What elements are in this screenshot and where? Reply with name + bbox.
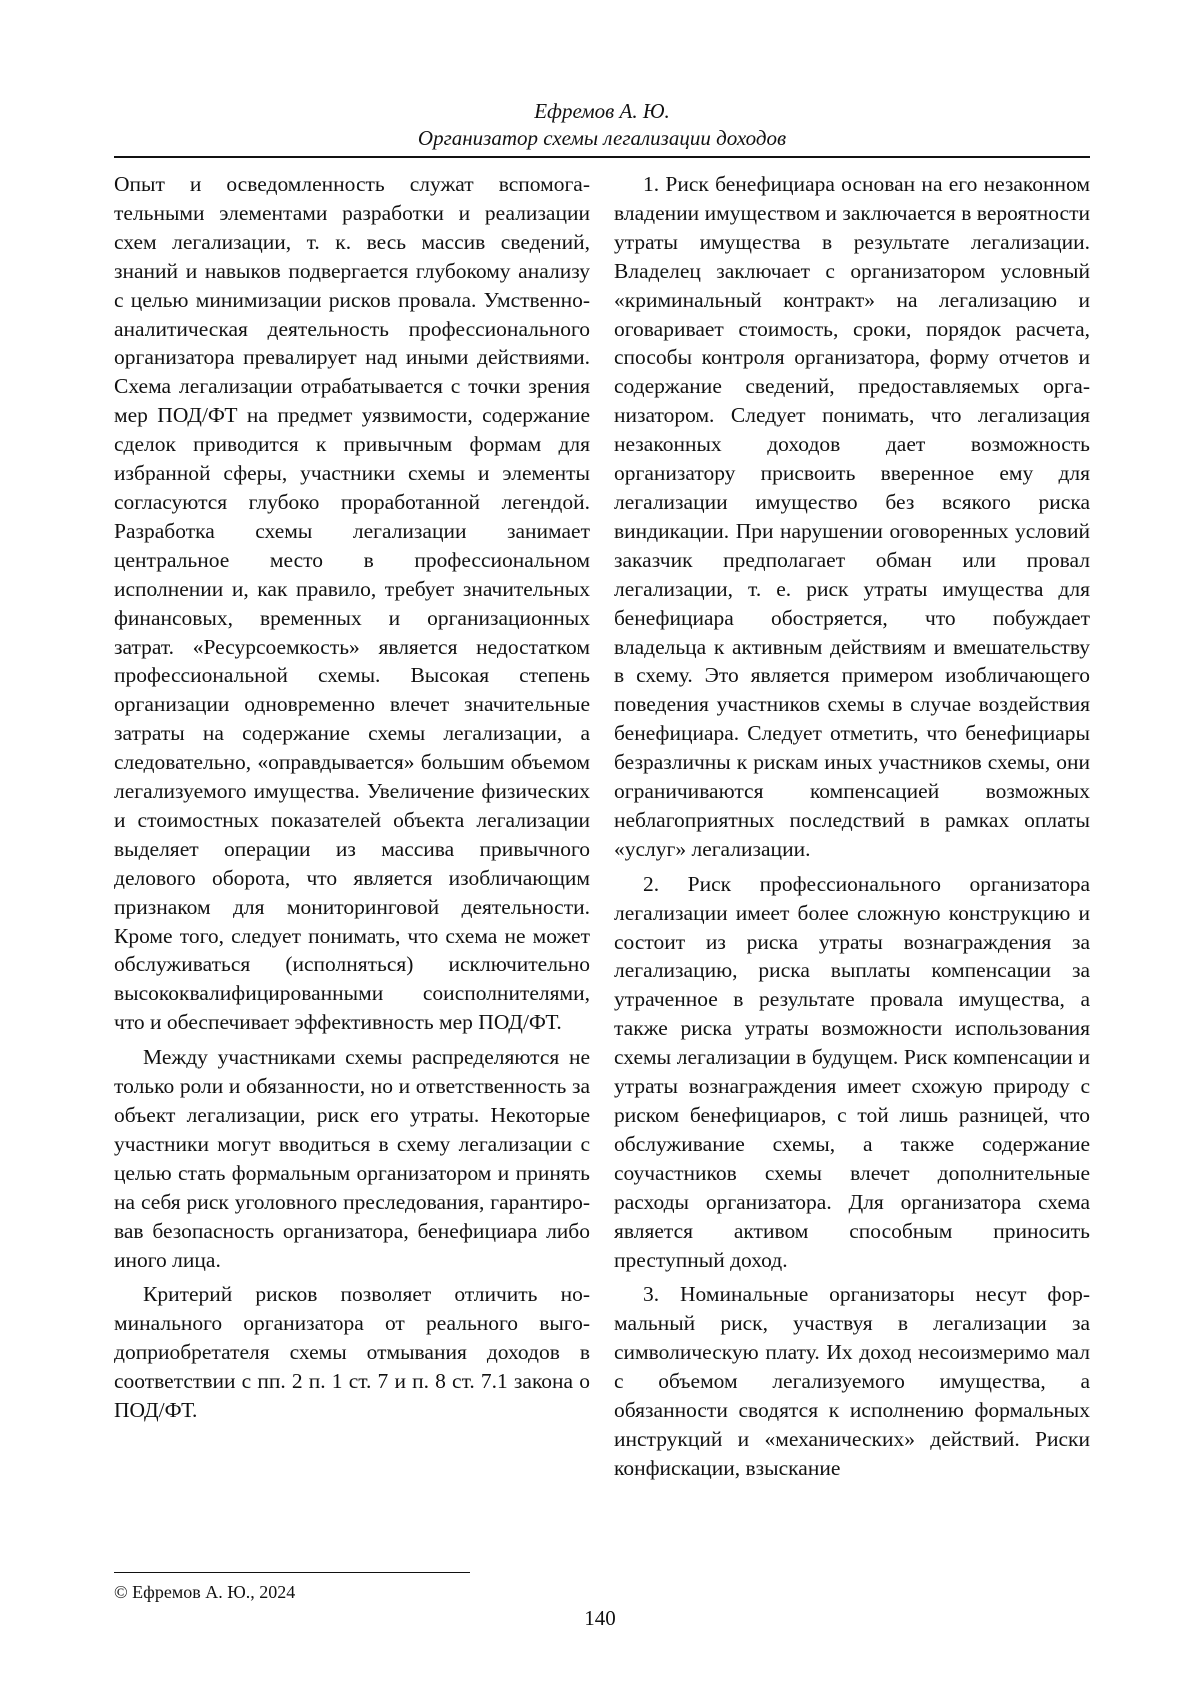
paragraph: Между участниками схемы распределяются не только роли и обязанности, но и ответственность за объект легализации, риск его утраты. Некоторые участники могут вводиться в схему легализации с целью стать формальным организатором и принять на себя риск уголовного преследования, гарантировав безопасность организатора, бенефициара либо иного лица. [114, 1045, 590, 1272]
left-column [114, 170, 590, 1431]
paragraph: 2. Риск профессионального организатора легализации имеет более сложную конструкцию и состоит из риска утраты вознаграждения за легализацию, риска выплаты компенсации за утраченное в результате провала имущества, а также риска утраты возможности использования схемы легализации в будущем. Риск компенсации и утраты вознаграждения имеет схожую природу с риском бенефициаров, с той лишь разницей, что обслуживание схемы, а также содержание соучастников схемы влечет дополнительные расходы организатора. Для организатора схема является активом способным приносить преступный доход. [614, 871, 1090, 1272]
header-rule [114, 156, 1090, 158]
footnote-rule [114, 1572, 470, 1573]
paragraph: Опыт и осведомленность служат вспомогательными элементами разработки и реализации схем легализации, т. к. весь массив сведений, знаний и навыков подвергается глубокому анализу с целью минимизации рисков провала. Умственно-аналитическая деятельность профессионального организатора превалирует над иными действиями. Схема легализации отрабатывается с точки зрения мер ПОД/ФТ на предмет уязвимости, содержание сделок приводится к привычным формам для избранной сферы, участники схемы и элементы согласуются глубоко проработанной легендой. Разработка схемы легализации занимает центральное место в профессиональном исполнении и, как правило, требует значительных финансовых, временных и организационных затрат. «Ресурсоемкость» является недостатком профессиональной схемы. Высокая степень организации одновременно влечет значительные затраты на содержание схемы легализации, а следовательно, «оправдывается» большим объемом легализуемого имущества. Увеличение физических и стоимостных показателей объекта легализации выделяет операции из массива привычного делового оборота, что является изобличающим признаком для мониторинговой деятельности. Кроме того, следует понимать, что схема не может обслуживаться (исполняться) исключительно высококвалифицированными соисполнителями, что и обеспечивает эффективность мер ПОД/ФТ. [114, 172, 590, 1035]
header-title: Организатор схемы легализации доходов [417, 126, 787, 150]
copyright-footnote: © Ефремов А. Ю., 2024 [114, 1582, 296, 1602]
running-header [114, 98, 1090, 152]
right-column [614, 170, 1090, 1489]
paragraph: 1. Риск бенефициара основан на его незаконном владении имуществом и заключается в вероятности утраты имущества в результате легализации. Владелец заключает с организатором условный «криминальный контракт» на легализацию и оговаривает стоимость, сроки, порядок расчета, способы контроля организатора, форму отчетов и содержание сведений, предоставляемых организатором. Следует понимать, что легализация незаконных доходов дает возможность организатору присвоить вверенное ему для легализации имущество без всякого риска виндикации. При нарушении оговоренных условий заказчик предполагает обман или провал легализации, т. е. риск утраты имущества для бенефициара обостряется, что побуждает владельца к активным действиям и вмешательству в схему. Это является примером изобличающего поведения участников схемы в случае воздействия бенефициара. Следует отметить, что бенефициары безразличны к рискам иных участников схемы, они ограничиваются компенсацией возможных неблагоприятных последствий в рамках оплаты «услуг» легализации. [614, 172, 1090, 861]
page-number: 140 [584, 1606, 616, 1630]
paragraph: 3. Номинальные организаторы несут формальный риск, участвуя в легализации за символическую плату. Их доход несоизмеримо мал с объемом легализуемого имущества, а обязанности сводятся к исполнению формальных инструкций и «механических» действий. Риски конфискации, взыскание [614, 1282, 1090, 1480]
paragraph: Критерий рисков позволяет отличить номинального организатора от реального выгодоприобретателя схемы отмывания доходов в соответствии с пп. 2 п. 1 ст. 7 и п. 8 ст. 7.1 закона о ПОД/ФТ. [114, 1282, 590, 1423]
header-author: Ефремов А. Ю. [534, 99, 670, 123]
